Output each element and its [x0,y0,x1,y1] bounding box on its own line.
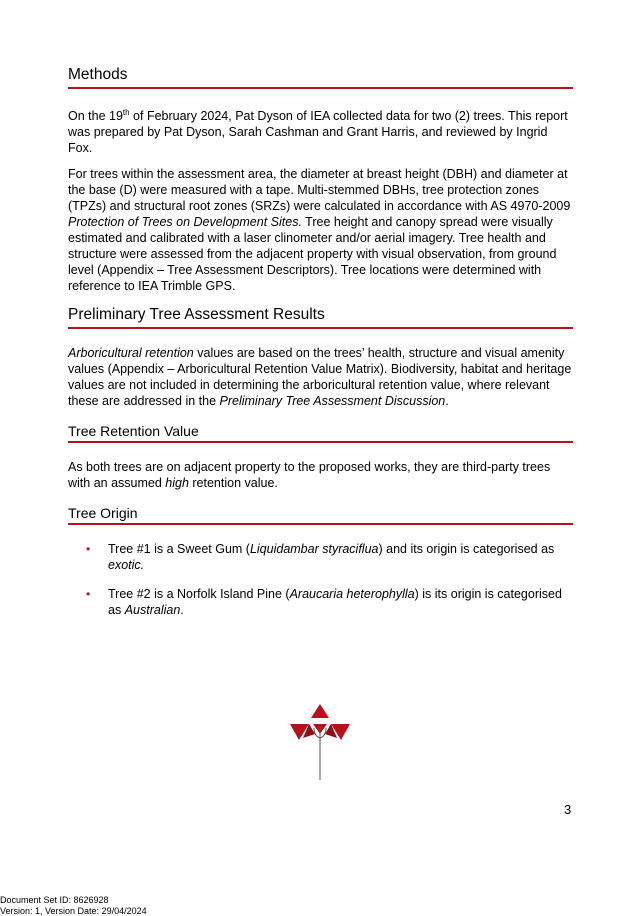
company-logo-icon [285,700,355,782]
results-heading: Preliminary Tree Assessment Results [68,306,573,329]
methods-heading: Methods [68,66,573,89]
document-body [68,66,573,631]
methods-paragraph-2: For trees within the assessment area, the diameter at breast height (DBH) and diameter at the base (D) were measured with a tape. Multi-stemmed DBHs, tree protection zones (TPZs) and structural root zones (SRZs) were calculated in accordance with AS 4970-2009 Protection of Trees on Development Sites. Tree height and canopy spread were visually estimated and calibrated with a laser clinometer and/or aerial imagery. Tree health and structure were assessed from the adjacent property with visual observation, from ground level (Appendix – Tree Assessment Descriptors). Tree locations were determined with reference to IEA Trimble GPS. [68,167,571,294]
bullet-icon: • [86,587,91,602]
page-number: 3 [564,802,572,817]
list-item: • Tree #2 is a Norfolk Island Pine (Araucaria heterophylla) is its origin is categorised as Australian. [86,587,562,618]
origin-list [68,541,573,618]
results-paragraph: Arboricultural retention values are based on the trees’ health, structure and visual amenity values (Appendix – Arboricultural Retention Value Matrix). Biodiversity, habitat and heritage values are not included in determining the arboricultural retention value, where relevant these are addressed in the Preliminary Tree Assessment Discussion. [68,346,572,409]
retention-paragraph: As both trees are on adjacent property to the proposed works, they are third-party trees with an assumed high retention value. [68,460,551,491]
methods-paragraph-1: On the 19th of February 2024, Pat Dyson of IEA collected data for two (2) trees. This report was prepared by Pat Dyson, Sarah Cashman and Grant Harris, and reviewed by Ingrid Fox. [68,108,568,156]
bullet-icon: • [86,542,91,557]
document-set-id: Document Set ID: 8626928 [0,895,109,905]
list-item: • Tree #1 is a Sweet Gum (Liquidambar styraciflua) and its origin is categorised as exotic. [86,542,555,573]
retention-heading: Tree Retention Value [68,423,573,443]
origin-heading: Tree Origin [68,505,573,525]
version-line: Version: 1, Version Date: 29/04/2024 [0,906,147,916]
